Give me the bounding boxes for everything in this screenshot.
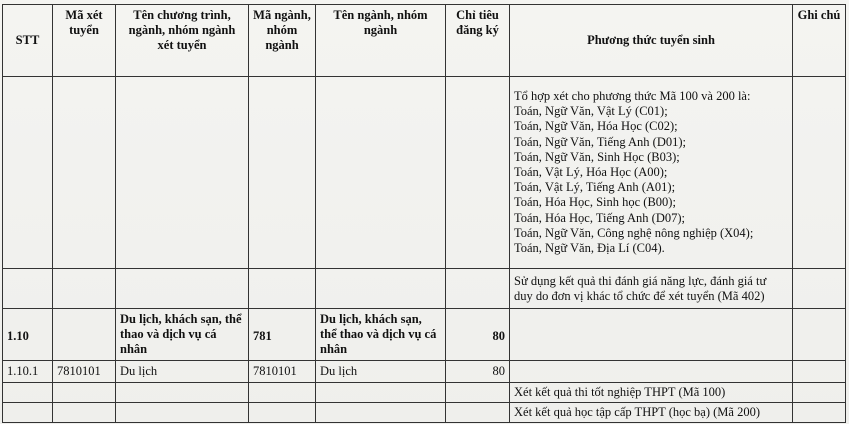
group-major-name: Du lịch, khách sạn, thể thao và dịch vụ cá nhân (316, 309, 446, 361)
combo-item: Toán, Hóa Học, Tiếng Anh (D07); (514, 210, 685, 225)
header-program: Tên chương trình, ngành, nhóm ngành xét tuyển (116, 5, 249, 77)
table-row (3, 77, 846, 269)
major-quota: 80 (446, 361, 510, 383)
header-stt: STT (3, 5, 53, 77)
combo-item: Toán, Ngữ Văn, Công nghệ nông nghiệp (X04); (514, 225, 754, 240)
header-method: Phương thức tuyển sinh (510, 5, 793, 77)
method-cell: Xét kết quả học tập cấp THPT (học bạ) (Mã 200) (510, 403, 793, 423)
group-quota: 80 (446, 309, 510, 361)
header-row (3, 5, 846, 77)
combo-item: Toán, Ngữ Văn, Sinh Học (B03); (514, 149, 680, 164)
method-cell: Xét kết quả thi tốt nghiệp THPT (Mã 100) (510, 383, 793, 403)
major-major-code: 7810101 (249, 361, 316, 383)
table-row (3, 383, 846, 403)
group-stt: 1.10 (3, 309, 53, 361)
group-program: Du lịch, khách sạn, thể thao và dịch vụ cá nhân (116, 309, 249, 361)
combo-list-cell (510, 77, 793, 269)
combo-item: Toán, Ngữ Văn, Vật Lý (C01); (514, 104, 668, 119)
major-program: Du lịch (116, 361, 249, 383)
table-row (3, 269, 846, 309)
combo-item: Toán, Vật Lý, Tiếng Anh (A01); (514, 180, 676, 195)
major-major-name: Du lịch (316, 361, 446, 383)
combo-item: Toán, Vật Lý, Hóa Học (A00); (514, 165, 668, 180)
header-quota: Chỉ tiêu đăng ký (446, 5, 510, 77)
header-major-code: Mã ngành, nhóm ngành (249, 5, 316, 77)
header-major-name: Tên ngành, nhóm ngành (316, 5, 446, 77)
admission-table (2, 4, 846, 423)
group-code (53, 309, 116, 361)
combo-item: Toán, Ngữ Văn, Hóa Học (C02); (514, 119, 678, 134)
header-code: Mã xét tuyển (53, 5, 116, 77)
combo-item: Toán, Ngữ Văn, Địa Lí (C04). (514, 241, 665, 256)
dgnl-method-cell: Sử dụng kết quả thi đánh giá năng lực, đánh giá tư duy do đơn vị khác tổ chức để xét tuyển (Mã 402) (510, 269, 793, 309)
table-row-group (3, 309, 846, 361)
combo-item: Toán, Ngữ Văn, Tiếng Anh (D01); (514, 134, 686, 149)
group-major-code: 781 (249, 309, 316, 361)
major-stt: 1.10.1 (3, 361, 53, 383)
combo-item: Toán, Hóa Học, Sinh học (B00); (514, 195, 676, 210)
table-row (3, 403, 846, 423)
header-note: Ghi chú (793, 5, 846, 77)
major-code: 7810101 (53, 361, 116, 383)
table-row-major (3, 361, 846, 383)
combo-intro: Tổ hợp xét cho phương thức Mã 100 và 200 là: (514, 89, 751, 103)
